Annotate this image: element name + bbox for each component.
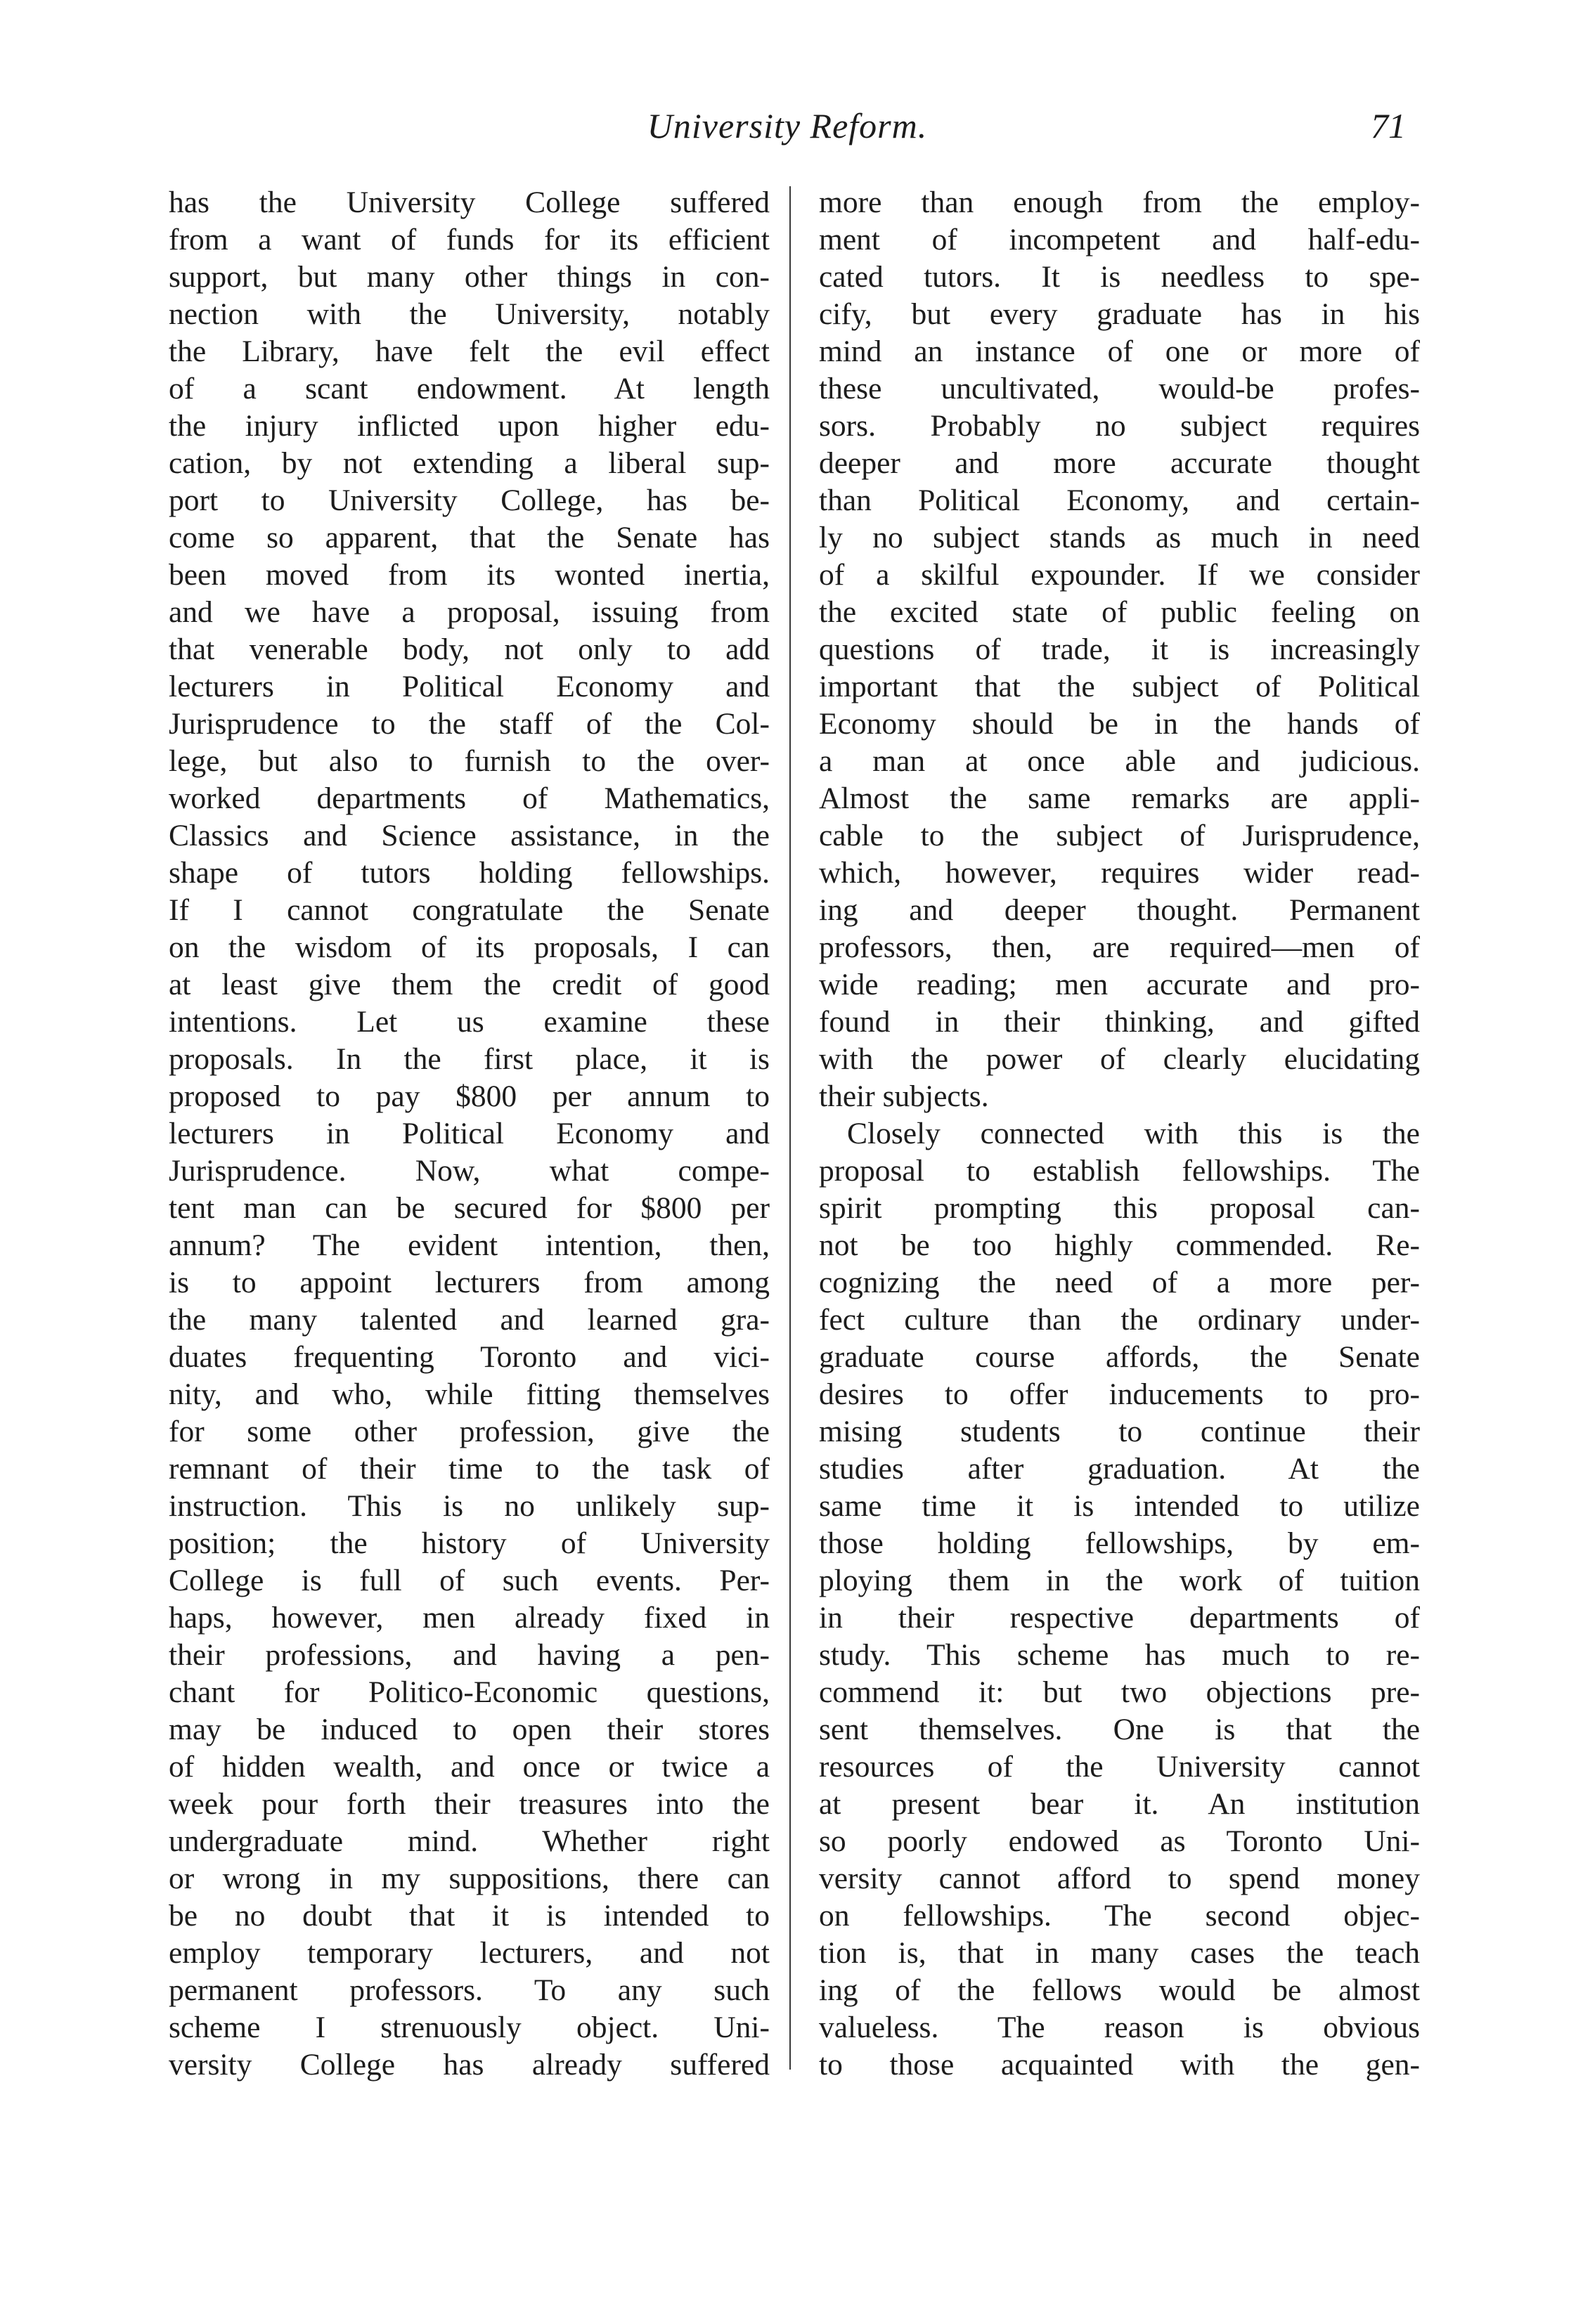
text-line: proposals. In the first place, it is [169, 1042, 770, 1076]
text-line: undergraduate mind. Whether right [169, 1824, 770, 1858]
left-text-column [169, 184, 770, 2084]
text-line: ing of the fellows would be almost [819, 1973, 1420, 2007]
text-line: proposed to pay $800 per annum to [169, 1079, 770, 1113]
text-line: not be too highly commended. Re- [819, 1228, 1420, 1262]
text-line: their professions, and having a pen- [169, 1638, 770, 1672]
text-line: fect culture than the ordinary under- [819, 1303, 1420, 1337]
text-line: Jurisprudence to the staff of the Col- [169, 707, 770, 741]
text-line: the injury inflicted upon higher edu- [169, 409, 770, 443]
text-line: Jurisprudence. Now, what compe- [169, 1154, 770, 1188]
text-line: to those acquainted with the gen- [819, 2048, 1420, 2082]
text-line: sent themselves. One is that the [819, 1713, 1420, 1746]
text-line: lecturers in Political Economy and [169, 670, 770, 703]
text-line: deeper and more accurate thought [819, 446, 1420, 480]
text-line: cognizing the need of a more per- [819, 1266, 1420, 1299]
text-line: wide reading; men accurate and pro- [819, 968, 1420, 1001]
text-line: Closely connected with this is the [847, 1117, 1420, 1150]
text-line: ploying them in the work of tuition [819, 1564, 1420, 1597]
text-line: commend it: but two objections pre- [819, 1675, 1420, 1709]
text-line: valueless. The reason is obvious [819, 2011, 1420, 2044]
text-line: tent man can be secured for $800 per [169, 1191, 770, 1225]
text-line: than Political Economy, and certain- [819, 483, 1420, 517]
text-line: resources of the University cannot [819, 1750, 1420, 1784]
text-line: worked departments of Mathematics, [169, 781, 770, 815]
text-line: sors. Probably no subject requires [819, 409, 1420, 443]
text-line: cated tutors. It is needless to spe- [819, 260, 1420, 294]
text-line: permanent professors. To any such [169, 1973, 770, 2007]
text-line: week pour forth their treasures into the [169, 1787, 770, 1821]
text-line: which, however, requires wider read- [819, 856, 1420, 890]
text-line: their subjects. [819, 1079, 989, 1113]
text-line: on fellowships. The second objec- [819, 1899, 1420, 1933]
text-line: of a scant endowment. At length [169, 372, 770, 405]
text-line: cable to the subject of Jurisprudence, [819, 819, 1420, 852]
text-line: mising students to continue their [819, 1415, 1420, 1448]
text-line: support, but many other things in con- [169, 260, 770, 294]
text-line: or wrong in my suppositions, there can [169, 1862, 770, 1895]
text-line: annum? The evident intention, then, [169, 1228, 770, 1262]
text-line: professors, then, are required—men of [819, 930, 1420, 964]
text-line: cify, but every graduate has in his [819, 297, 1420, 331]
text-line: tion is, that in many cases the teach [819, 1936, 1420, 1970]
text-line: nity, and who, while fitting themselves [169, 1377, 770, 1411]
text-line: may be induced to open their stores [169, 1713, 770, 1746]
text-line: ly no subject stands as much in need [819, 521, 1420, 554]
text-line: shape of tutors holding fellowships. [169, 856, 770, 890]
text-line: desires to offer inducements to pro- [819, 1377, 1420, 1411]
text-line: versity cannot afford to spend money [819, 1862, 1420, 1895]
text-line: from a want of funds for its efficient [169, 223, 770, 257]
text-line: nection with the University, notably [169, 297, 770, 331]
text-line: is to appoint lecturers from among [169, 1266, 770, 1299]
text-line: on the wisdom of its proposals, I can [169, 930, 770, 964]
text-line: questions of trade, it is increasingly [819, 632, 1420, 666]
text-line: Almost the same remarks are appli- [819, 781, 1420, 815]
text-line: been moved from its wonted inertia, [169, 558, 770, 592]
text-line: so poorly endowed as Toronto Uni- [819, 1824, 1420, 1858]
text-line: and we have a proposal, issuing from [169, 595, 770, 629]
text-line: intentions. Let us examine these [169, 1005, 770, 1039]
text-line: spirit prompting this proposal can- [819, 1191, 1420, 1225]
text-line: for some other profession, give the [169, 1415, 770, 1448]
text-line: has the University College suffered [169, 186, 770, 219]
text-line: Economy should be in the hands of [819, 707, 1420, 741]
text-line: versity College has already suffered [169, 2048, 770, 2082]
text-line: more than enough from the employ- [819, 186, 1420, 219]
right-text-column [819, 184, 1420, 2084]
text-line: a man at once able and judicious. [819, 744, 1420, 778]
text-line: If I cannot congratulate the Senate [169, 893, 770, 927]
text-line: remnant of their time to the task of [169, 1452, 770, 1486]
text-line: Classics and Science assistance, in the [169, 819, 770, 852]
text-line: chant for Politico-Economic questions, [169, 1675, 770, 1709]
text-line: port to University College, has be- [169, 483, 770, 517]
text-line: the Library, have felt the evil effect [169, 335, 770, 368]
text-line: with the power of clearly elucidating [819, 1042, 1420, 1076]
running-title: University Reform. [647, 106, 928, 145]
text-line: the many talented and learned gra- [169, 1303, 770, 1337]
text-line: lege, but also to furnish to the over- [169, 744, 770, 778]
running-head [169, 105, 1406, 155]
text-line: proposal to establish fellowships. The [819, 1154, 1420, 1188]
text-line: of a skilful expounder. If we consider [819, 558, 1420, 592]
text-line: instruction. This is no unlikely sup- [169, 1489, 770, 1523]
text-line: at present bear it. An institution [819, 1787, 1420, 1821]
page-number: 71 [1371, 106, 1406, 145]
text-line: position; the history of University [169, 1526, 770, 1560]
text-line: of hidden wealth, and once or twice a [169, 1750, 770, 1784]
text-line: ing and deeper thought. Permanent [819, 893, 1420, 927]
text-line: important that the subject of Political [819, 670, 1420, 703]
text-line: study. This scheme has much to re- [819, 1638, 1420, 1672]
text-line: scheme I strenuously object. Uni- [169, 2011, 770, 2044]
text-line: haps, however, men already fixed in [169, 1601, 770, 1635]
text-line: those holding fellowships, by em- [819, 1526, 1420, 1560]
text-line: duates frequenting Toronto and vici- [169, 1340, 770, 1374]
text-line: these uncultivated, would-be profes- [819, 372, 1420, 405]
text-line: in their respective departments of [819, 1601, 1420, 1635]
text-line: studies after graduation. At the [819, 1452, 1420, 1486]
text-line: College is full of such events. Per- [169, 1564, 770, 1597]
text-line: employ temporary lecturers, and not [169, 1936, 770, 1970]
text-line: come so apparent, that the Senate has [169, 521, 770, 554]
text-line: graduate course affords, the Senate [819, 1340, 1420, 1374]
text-line: mind an instance of one or more of [819, 335, 1420, 368]
text-line: the excited state of public feeling on [819, 595, 1420, 629]
text-line: that venerable body, not only to add [169, 632, 770, 666]
text-line: ment of incompetent and half-edu- [819, 223, 1420, 257]
text-line: same time it is intended to utilize [819, 1489, 1420, 1523]
text-line: lecturers in Political Economy and [169, 1117, 770, 1150]
text-line: be no doubt that it is intended to [169, 1899, 770, 1933]
text-line: cation, by not extending a liberal sup- [169, 446, 770, 480]
text-line: found in their thinking, and gifted [819, 1005, 1420, 1039]
column-divider [789, 186, 791, 2070]
text-line: at least give them the credit of good [169, 968, 770, 1001]
